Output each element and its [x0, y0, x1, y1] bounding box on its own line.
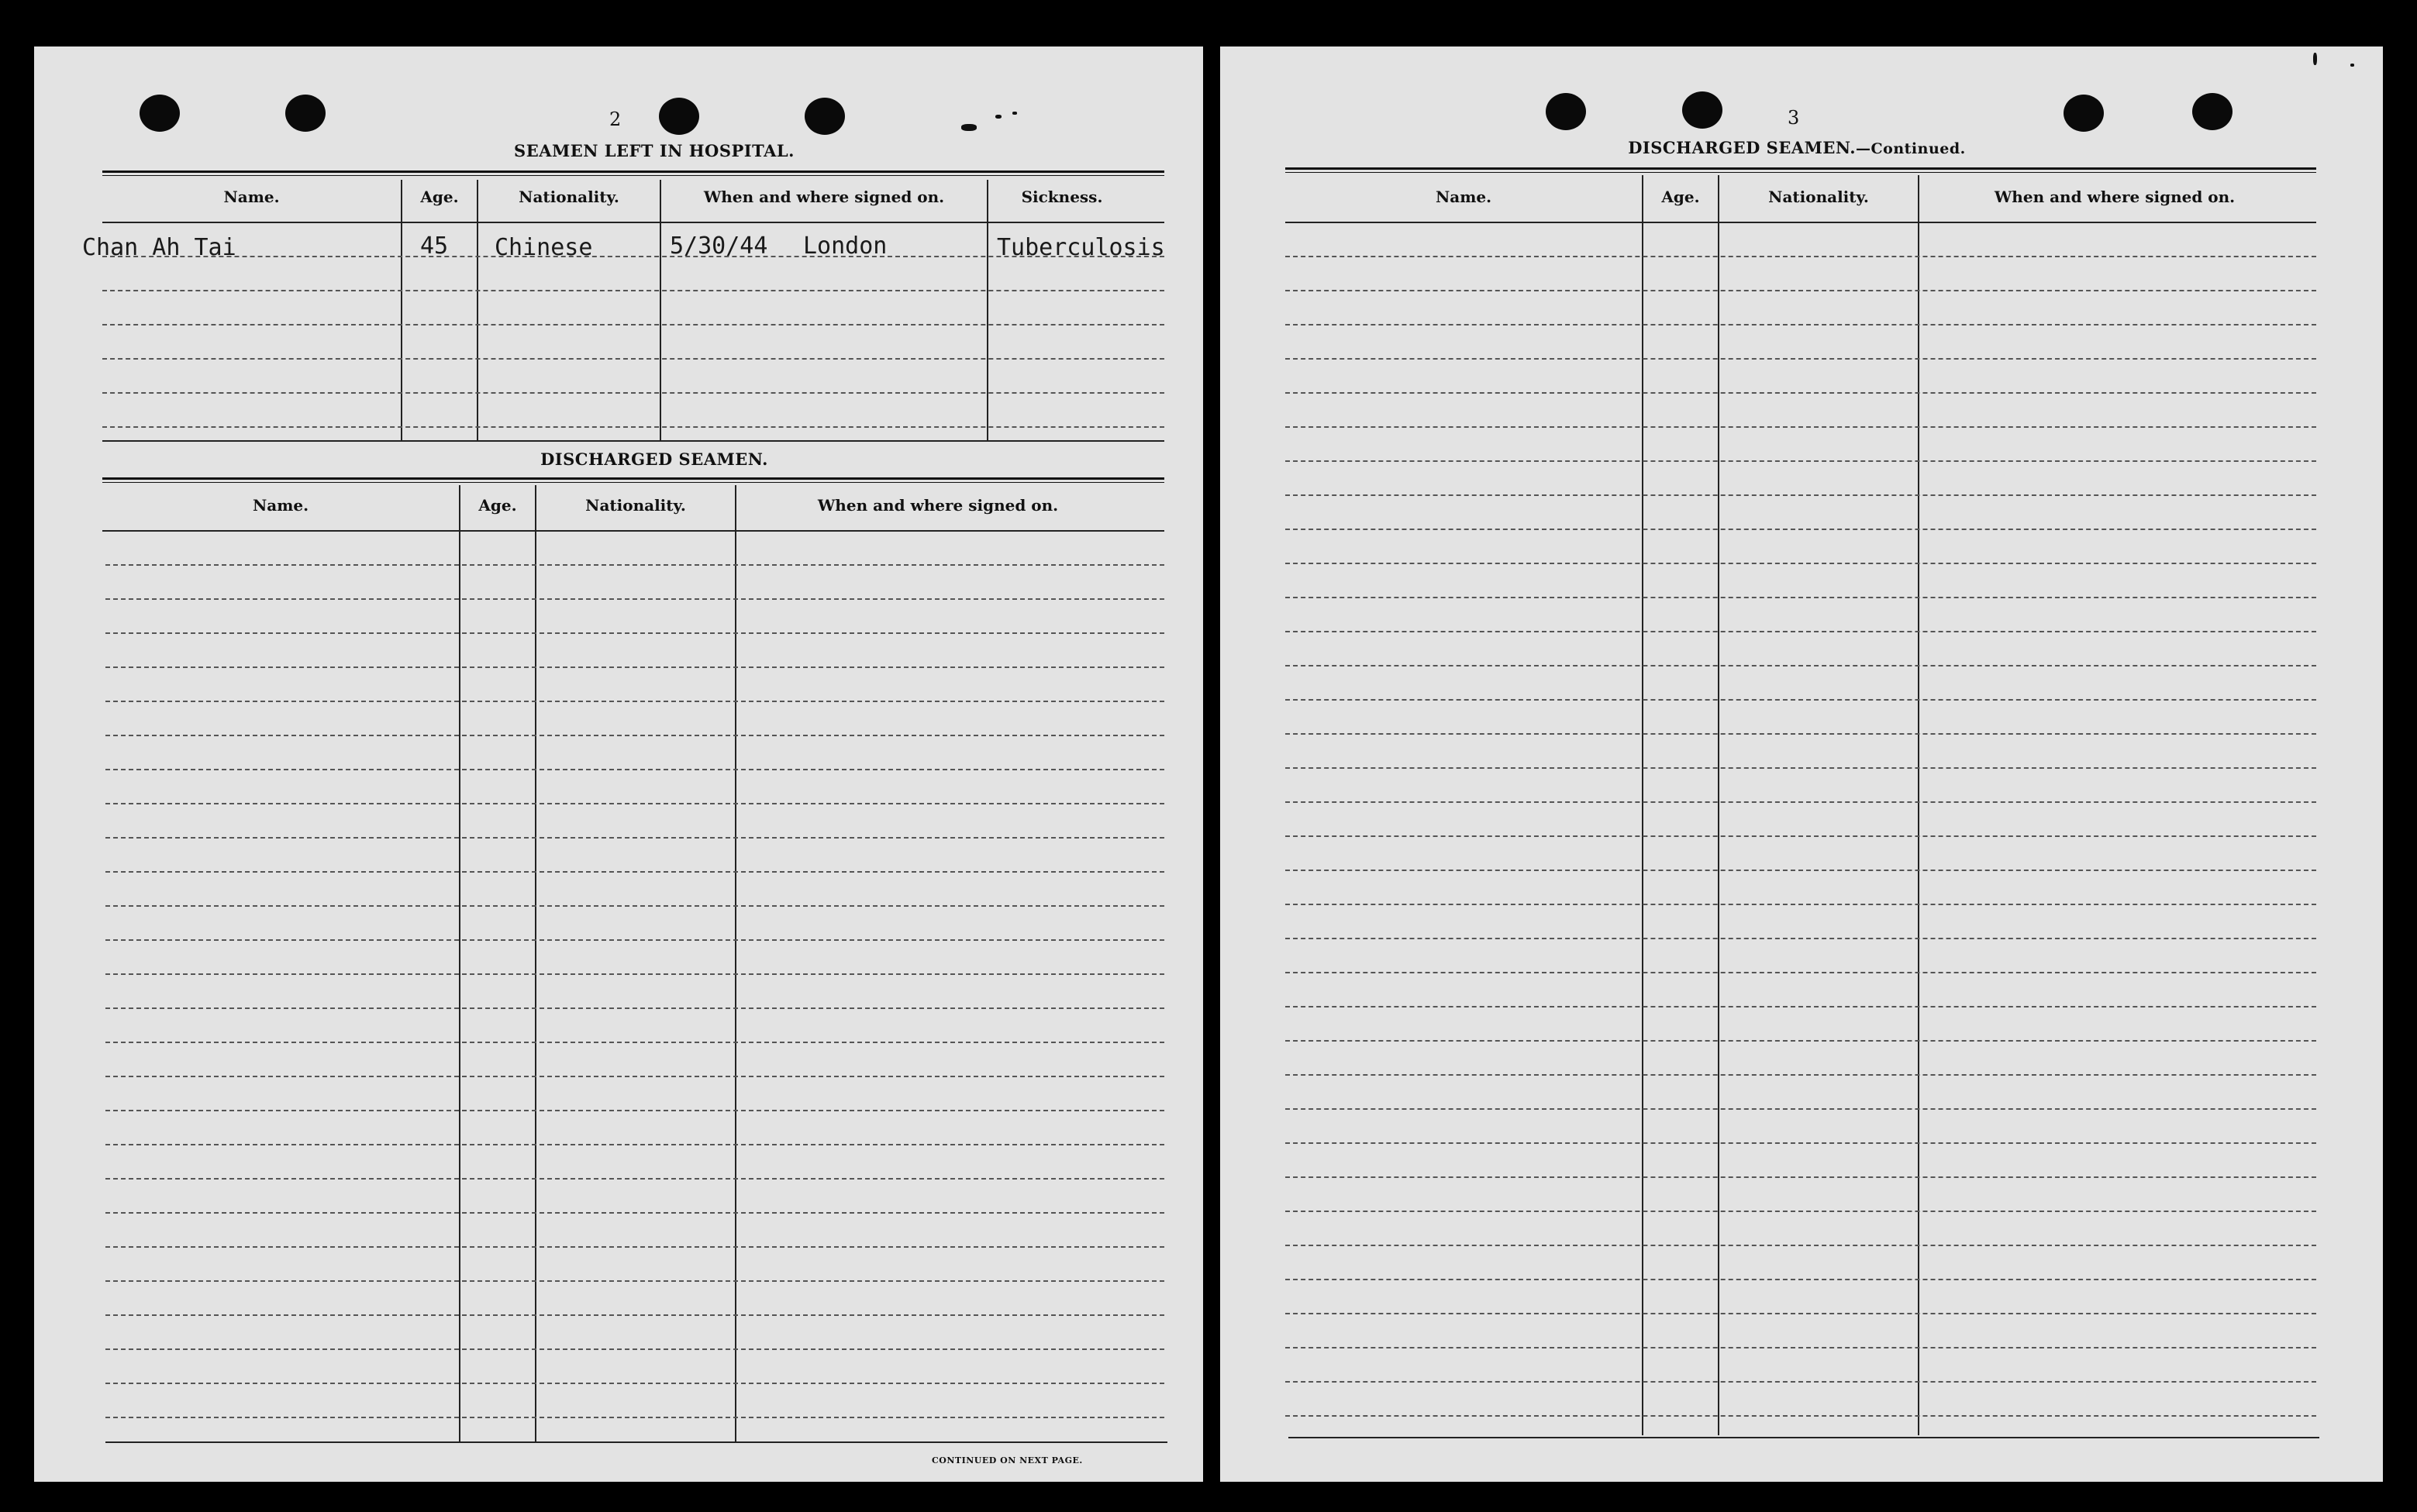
hospital-col-name: Name.: [223, 188, 280, 206]
hospital-entry-age: 45: [420, 232, 449, 260]
hospital-table-top-rule: [102, 170, 1164, 173]
form-row-line: [1285, 426, 2316, 428]
form-row-line: [105, 837, 1164, 839]
ink-speck: [1012, 112, 1017, 115]
form-row-line: [1285, 801, 2316, 803]
ink-speck: [2313, 53, 2317, 65]
discharged-header-rule: [102, 530, 1164, 532]
form-row-line: [105, 598, 1164, 600]
hospital-entry-nationality: Chinese: [495, 234, 593, 261]
hospital-header-rule: [102, 222, 1164, 223]
discharged-continued-col-divider: [1918, 175, 1919, 1435]
discharged-col-signed-on: When and where signed on.: [817, 496, 1059, 515]
form-row-line: [1285, 1211, 2316, 1212]
punch-hole: [659, 98, 699, 135]
punch-hole: [1546, 93, 1586, 130]
form-row-line: [105, 1212, 1164, 1214]
form-row-line: [1285, 1040, 2316, 1042]
form-row-line: [1285, 1347, 2316, 1348]
form-row-line: [105, 1042, 1164, 1043]
form-row-line: [102, 392, 1164, 394]
form-row-line: [1285, 494, 2316, 496]
form-row-line: [105, 666, 1164, 668]
form-row-line: [105, 973, 1164, 975]
punch-hole: [2192, 93, 2233, 130]
form-row-line: [1285, 1279, 2316, 1280]
left-page: [34, 46, 1203, 1482]
form-row-line: [1285, 256, 2316, 257]
form-row-line: [1285, 358, 2316, 360]
discharged-continued-title: [1533, 138, 2060, 157]
hospital-col-sickness: Sickness.: [1021, 188, 1103, 206]
discharged-continued-col-name: Name.: [1435, 188, 1492, 206]
form-row-line: [105, 1348, 1164, 1350]
discharged-col-age: Age.: [478, 496, 517, 515]
form-row-line: [105, 769, 1164, 770]
form-row-line: [105, 1417, 1164, 1418]
form-row-line: [1285, 835, 2316, 837]
form-row-line: [1285, 1006, 2316, 1007]
form-row-line: [1285, 1142, 2316, 1144]
form-row-line: [1285, 290, 2316, 291]
form-row-line: [105, 871, 1164, 873]
punch-hole: [1682, 91, 1722, 129]
form-row-line: [105, 1007, 1164, 1009]
discharged-continued-header-rule: [1285, 222, 2316, 223]
discharged-continued-col-age: Age.: [1661, 188, 1700, 206]
page-number: 2: [609, 108, 622, 130]
form-row-line: [105, 1246, 1164, 1248]
form-row-line: [105, 701, 1164, 702]
discharged-section-title: DISCHARGED SEAMEN.: [540, 449, 768, 469]
discharged-continued-top-rule: [1285, 167, 2316, 170]
hospital-entry-signed-date: 5/30/44: [670, 232, 768, 260]
discharged-col-name: Name.: [252, 496, 309, 515]
form-row-line: [1285, 324, 2316, 325]
discharged-continued-title-main: DISCHARGED SEAMEN.: [1628, 138, 1857, 157]
form-row-line: [1285, 460, 2316, 462]
ink-speck: [961, 124, 977, 131]
hospital-entry-signed-place: London: [803, 232, 888, 260]
form-row-line: [1285, 699, 2316, 701]
form-row-line: [105, 1144, 1164, 1145]
form-row-line: [1285, 597, 2316, 598]
form-row-line: [102, 324, 1164, 325]
discharged-continued-col-divider: [1718, 175, 1719, 1435]
form-row-line: [105, 939, 1164, 941]
discharged-table-bottom-rule: [105, 1441, 1167, 1443]
form-row-line: [105, 1110, 1164, 1111]
hospital-table-bottom-rule: [102, 440, 1164, 442]
form-row-line: [1285, 563, 2316, 564]
discharged-continued-col-divider: [1642, 175, 1643, 1435]
form-row-line: [105, 1076, 1164, 1077]
right-page: [1220, 46, 2383, 1482]
discharged-col-nationality: Nationality.: [585, 496, 686, 515]
form-row-line: [105, 1314, 1164, 1316]
form-row-line: [1285, 665, 2316, 666]
form-row-line: [1285, 938, 2316, 939]
discharged-col-divider: [459, 485, 460, 1441]
form-row-line: [1285, 1415, 2316, 1417]
form-row-line: [105, 803, 1164, 804]
hospital-entry-name: Chan Ah Tai: [82, 234, 236, 261]
ink-speck: [995, 115, 1002, 119]
discharged-continued-col-nationality: Nationality.: [1768, 188, 1869, 206]
form-row-line: [1285, 1381, 2316, 1383]
punch-hole: [285, 95, 326, 132]
form-row-line: [102, 358, 1164, 360]
page-number: 3: [1788, 107, 1800, 129]
form-row-line: [105, 1178, 1164, 1180]
hospital-col-divider: [987, 180, 988, 440]
form-row-line: [1285, 767, 2316, 769]
form-row-line: [1285, 529, 2316, 530]
hospital-col-divider: [477, 180, 478, 440]
form-row-line: [1285, 631, 2316, 632]
form-row-line: [105, 1280, 1164, 1282]
punch-hole: [2064, 95, 2104, 132]
form-row-line: [1285, 1108, 2316, 1110]
form-row-line: [105, 735, 1164, 736]
form-row-line: [102, 426, 1164, 428]
form-row-line: [1285, 733, 2316, 735]
discharged-table-top-rule: [102, 477, 1164, 480]
form-row-line: [105, 632, 1164, 634]
discharged-continued-title-suffix: —Continued.: [1856, 140, 1966, 157]
form-row-line: [1285, 1313, 2316, 1314]
hospital-section-title: SEAMEN LEFT IN HOSPITAL.: [514, 141, 795, 160]
form-row-line: [1285, 972, 2316, 973]
discharged-col-divider: [535, 485, 536, 1441]
ink-speck: [2350, 64, 2354, 67]
form-row-line: [105, 1383, 1164, 1384]
discharged-col-divider: [735, 485, 736, 1441]
hospital-col-age: Age.: [420, 188, 459, 206]
form-row-line: [1285, 1176, 2316, 1178]
form-row-line: [105, 564, 1164, 566]
discharged-continued-col-signed-on: When and where signed on.: [1994, 188, 2236, 206]
punch-hole: [805, 98, 845, 135]
hospital-col-signed-on: When and where signed on.: [703, 188, 945, 206]
form-row-line: [1285, 1245, 2316, 1246]
hospital-col-nationality: Nationality.: [519, 188, 619, 206]
punch-hole: [140, 95, 180, 132]
form-row-line: [102, 290, 1164, 291]
hospital-col-divider: [401, 180, 402, 440]
form-row-line: [1285, 904, 2316, 905]
form-row-line: [1285, 1074, 2316, 1076]
discharged-continued-bottom-rule: [1288, 1437, 2319, 1438]
form-row-line: [1285, 870, 2316, 871]
continued-note: CONTINUED ON NEXT PAGE.: [932, 1455, 1083, 1466]
hospital-entry-sickness: Tuberculosis: [997, 234, 1165, 261]
form-row-line: [105, 905, 1164, 907]
hospital-col-divider: [660, 180, 661, 440]
form-row-line: [1285, 392, 2316, 394]
